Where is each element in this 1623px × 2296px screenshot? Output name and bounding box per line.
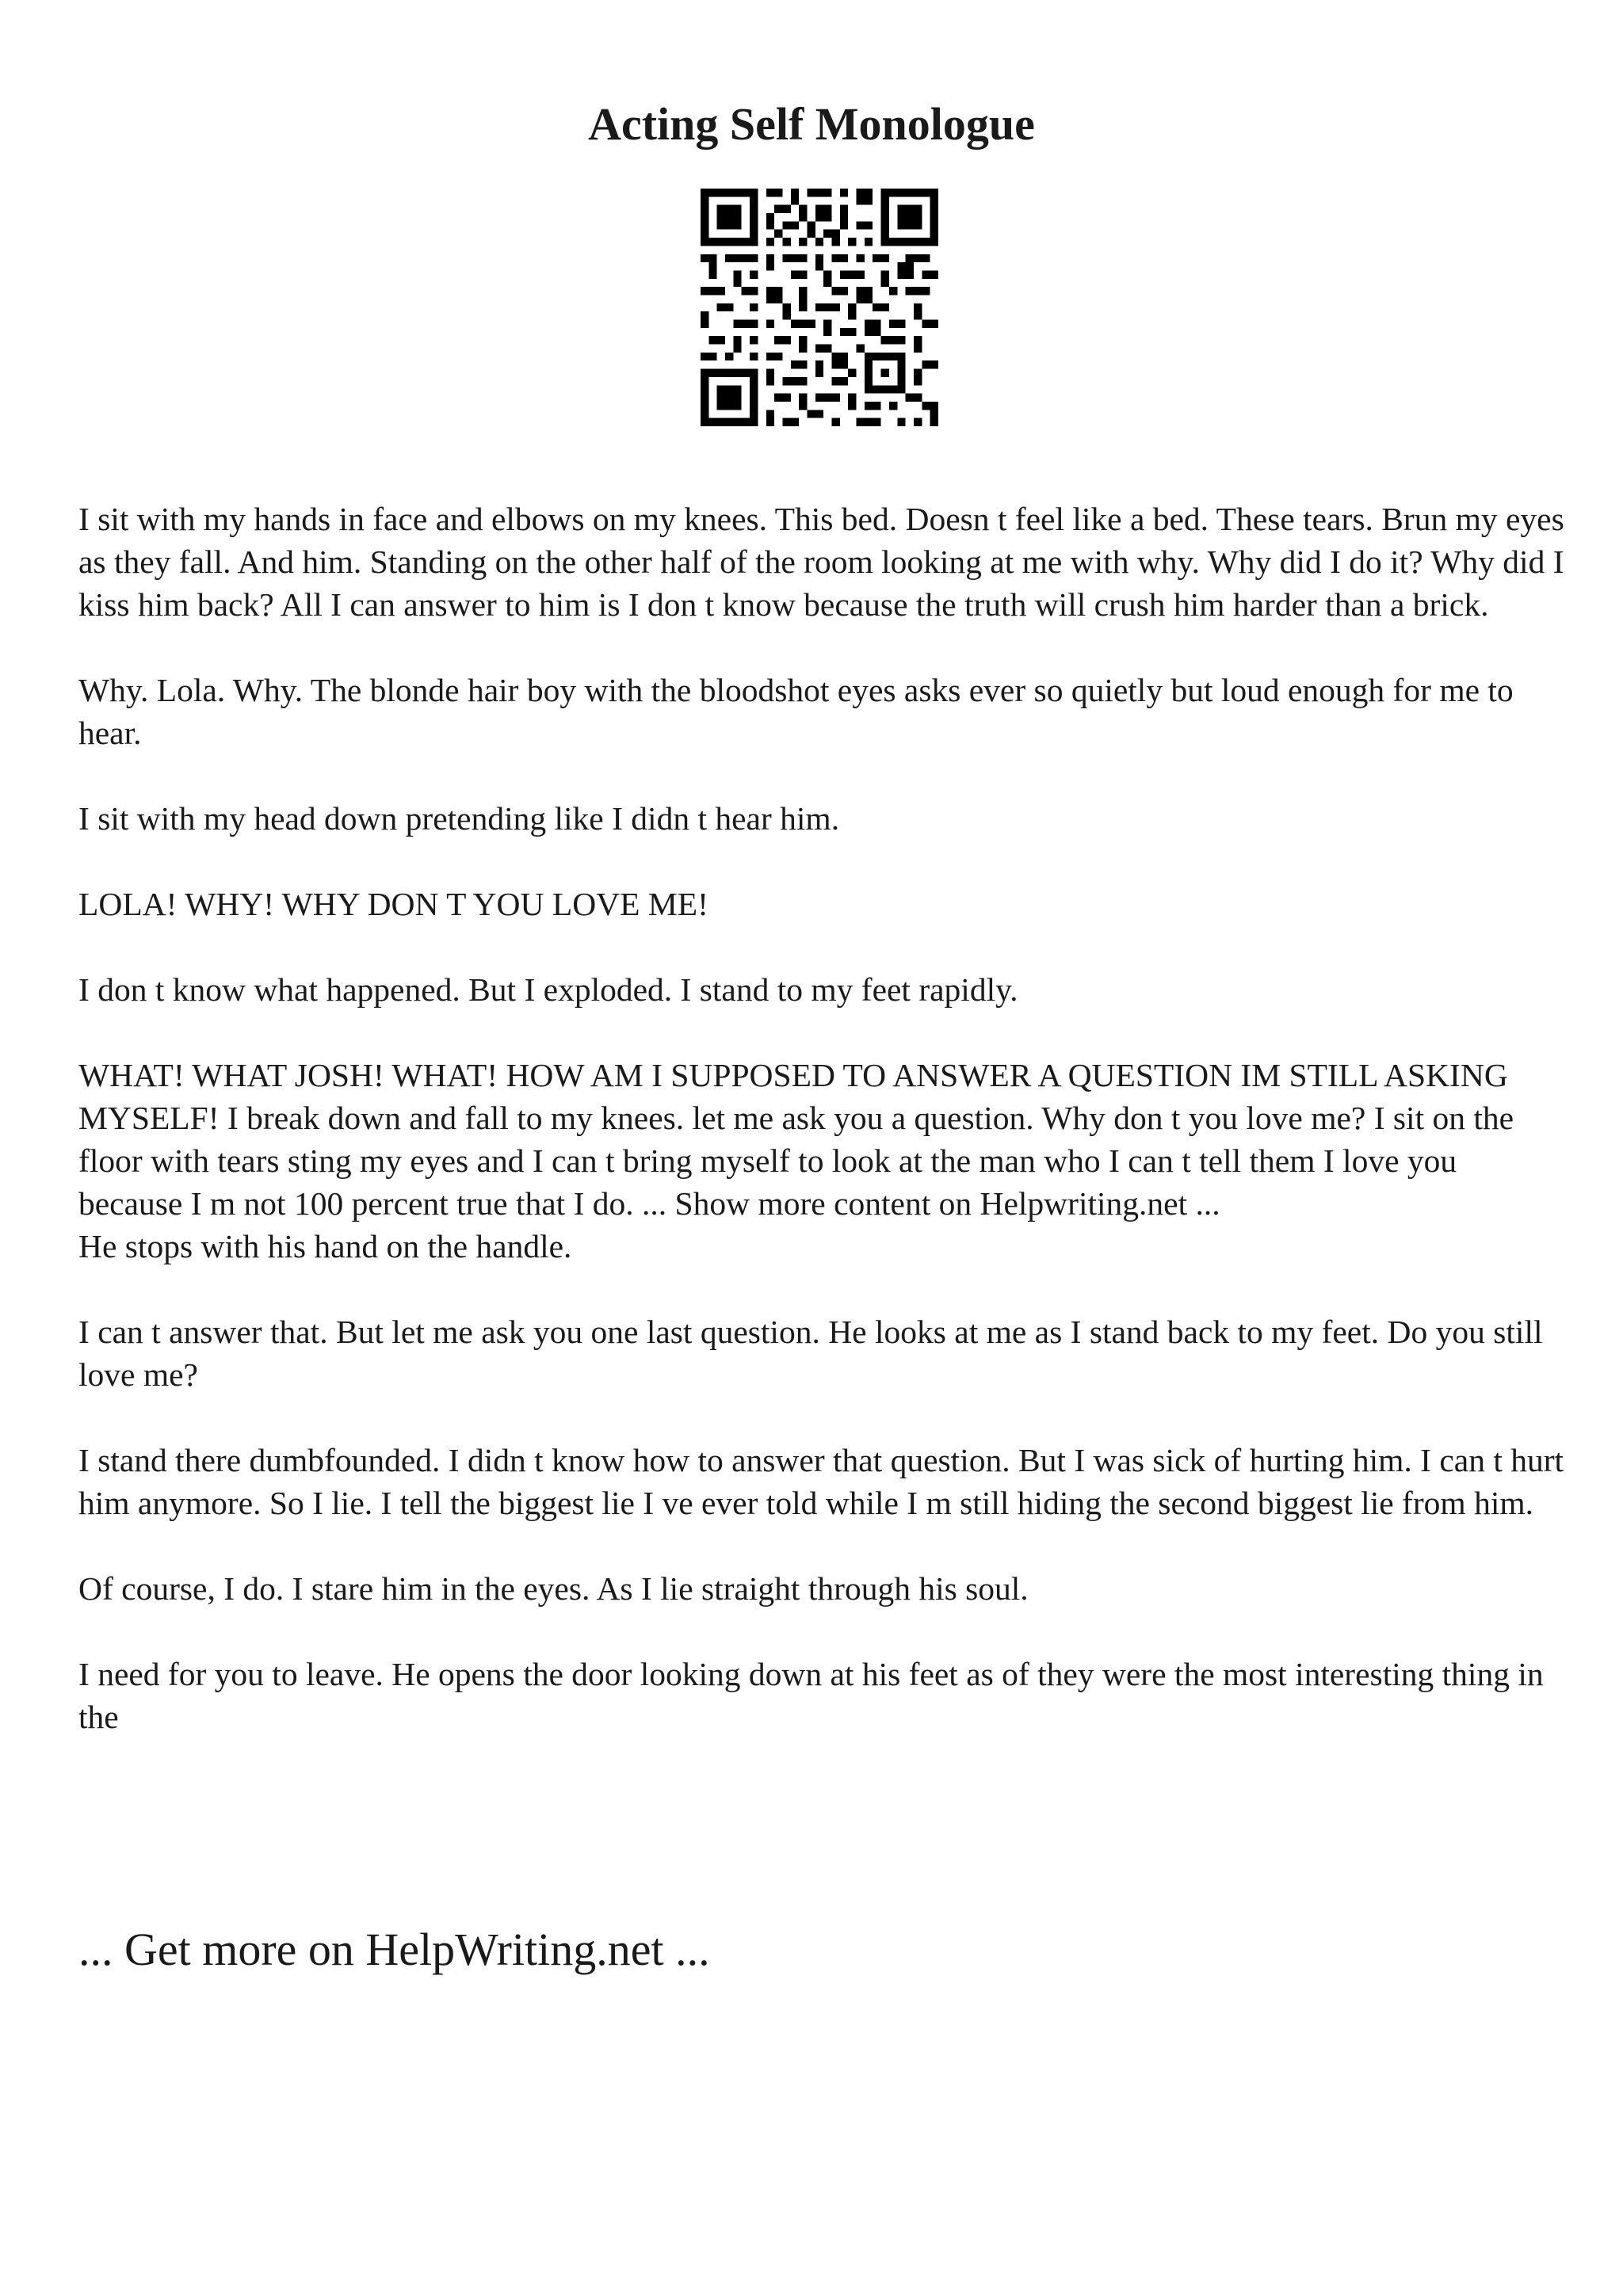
monologue-body [78, 498, 1568, 1781]
document-title: Acting Self Monologue [588, 98, 1035, 150]
paragraph: WHAT! WHAT JOSH! WHAT! HOW AM I SUPPOSED TO ANSWER A QUESTION IM STILL ASKING MYSELF! I break down and fall to my knees. let me ask you a question. Why don t you love me? I sit on the floor with tears sting my eyes and I can t bring myself to look at the man who I can t tell them I love you because I m not 100 percent true that I do. ... Show more content on Helpwriting.net ... [78, 1057, 1514, 1222]
paragraph: I stand there dumbfounded. I didn t know how to answer that question. But I was sick of hurting him. I can t hurt him anymore. So I lie. I tell the biggest lie I ve ever told while I m still hiding the second biggest lie from him. [78, 1442, 1564, 1521]
paragraph: He stops with his hand on the handle. [78, 1228, 572, 1264]
paragraph: LOLA! WHY! WHY DON T YOU LOVE ME! [78, 886, 708, 922]
paragraph: I sit with my hands in face and elbows on my knees. This bed. Doesn t feel like a bed. These tears. Brun my eyes as they fall. And him. Standing on the other half of the room looking at me with why. Why did I do it? Why did I kiss him back? All I can answer to him is I don t know because the truth will crush him harder than a brick. [78, 501, 1564, 623]
paragraph: Of course, I do. I stare him in the eyes. As I lie straight through his soul. [78, 1570, 1029, 1607]
paragraph: I need for you to leave. He opens the door looking down at his feet as of they were the most interesting thing in the [78, 1656, 1544, 1735]
paragraph: I sit with my head down pretending like I didn t hear him. [78, 800, 840, 837]
paragraph: Why. Lola. Why. The blonde hair boy with the bloodshot eyes asks ever so quietly but loud enough for me to hear. [78, 672, 1514, 751]
qr-code-icon[interactable] [701, 189, 938, 426]
get-more-link[interactable]: ... Get more on HelpWriting.net ... [78, 1924, 710, 1975]
paragraph: I don t know what happened. But I exploded. I stand to my feet rapidly. [78, 971, 1018, 1008]
paragraph: I can t answer that. But let me ask you one last question. He looks at me as I stand back to my feet. Do you still love me? [78, 1314, 1543, 1393]
